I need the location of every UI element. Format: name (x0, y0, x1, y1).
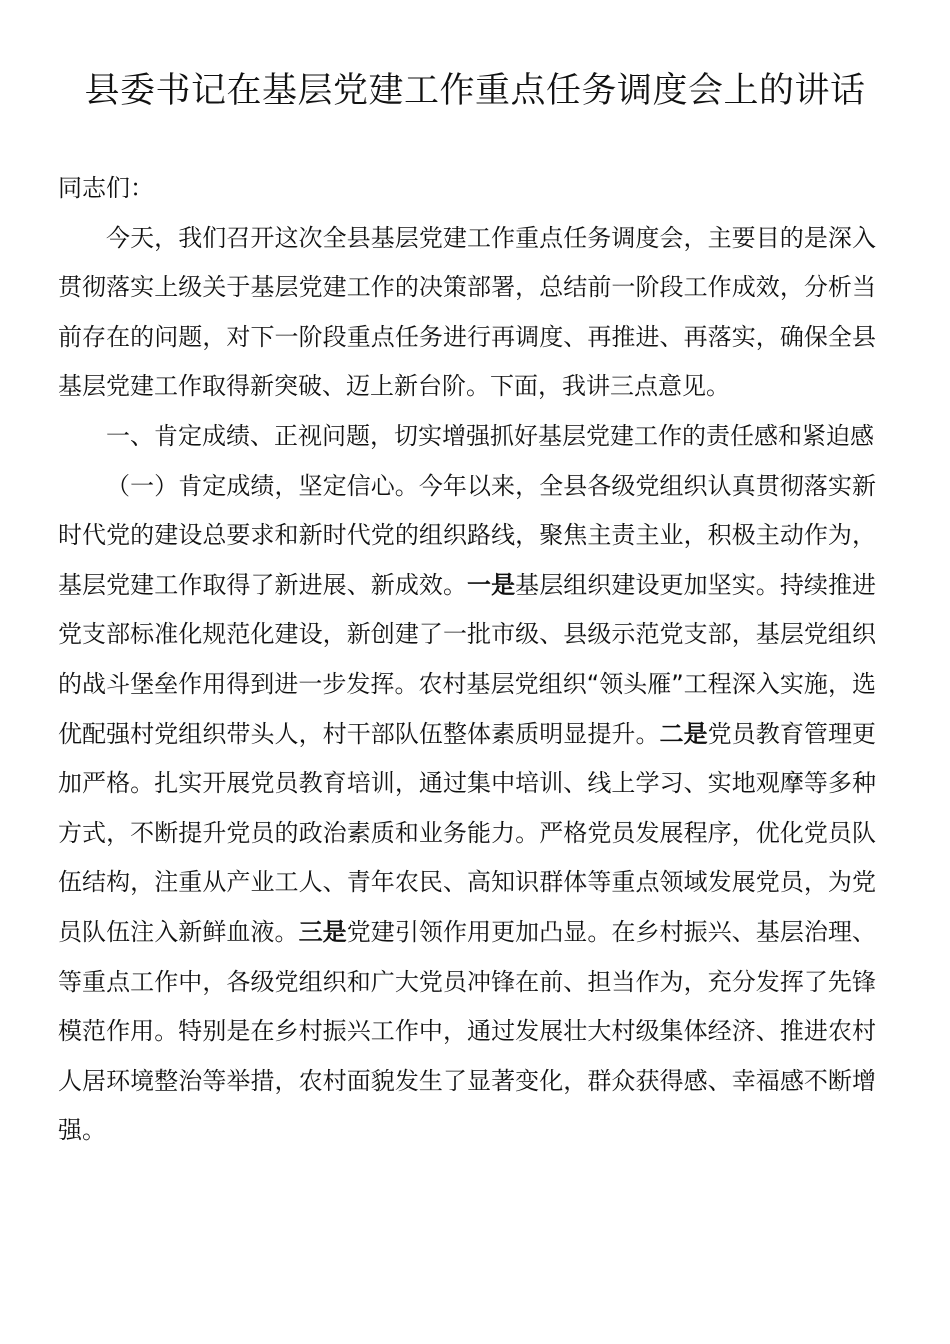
point-3-label: 三是 (298, 917, 347, 946)
document-title: 县委书记在基层党建工作重点任务调度会上的讲话 (84, 71, 866, 111)
point-2-label: 二是 (659, 719, 708, 748)
section-1-1-lead: （一）肯定成绩，坚定信心。今年以来，全县各级党组织认真贯彻落实新时代党的建设总要求和新时代党的组织路线，聚焦主责主业，积极主动作为，基层党建工作取得了新进展、新成效。 (58, 471, 876, 599)
salutation: 同志们： (58, 174, 154, 202)
point-2-text: 党员教育管理更加严格。扎实开展党员教育培训，通过集中培训、线上学习、实地观摩等多种方式，不断提升党员的政治素质和业务能力。严格党员发展程序，优化党员队伍结构，注重从产业工人、青年农民、高知识群体等重点领域发展党员，为党员队伍注入新鲜血液。 (58, 719, 877, 946)
section-heading-1: 一、肯定成绩、正视问题，切实增强抓好基层党建工作的责任感和紧迫感 (106, 421, 874, 450)
intro-paragraph: 今天，我们召开这次全县基层党建工作重点任务调度会，主要目的是深入贯彻落实上级关于基层党建工作的决策部署，总结前一阶段工作成效，分析当前存在的问题，对下一阶段重点任务进行再调度、再推进、再落实，确保全县基层党建工作取得新突破、迈上新台阶。下面，我讲三点意见。 (58, 223, 876, 401)
section-1-1-paragraph (58, 462, 876, 1156)
point-1-text: 基层组织建设更加坚实。持续推进党支部标准化规范化建设，新创建了一批市级、县级示范党支部，基层党组织的战斗堡垒作用得到进一步发挥。农村基层党组织“领头雁”工程深入实施，选优配强村党组织带头人，村干部队伍整体素质明显提升。 (58, 570, 877, 748)
point-1-label: 一是 (467, 570, 516, 599)
document-body (58, 164, 876, 1156)
point-3-text: 党建引领作用更加凸显。在乡村振兴、基层治理、等重点工作中，各级党组织和广大党员冲锋在前、担当作为，充分发挥了先锋模范作用。特别是在乡村振兴工作中，通过发展壮大村级集体经济、推进农村人居环境整治等举措，农村面貌发生了显著变化，群众获得感、幸福感不断增强。 (58, 917, 877, 1145)
